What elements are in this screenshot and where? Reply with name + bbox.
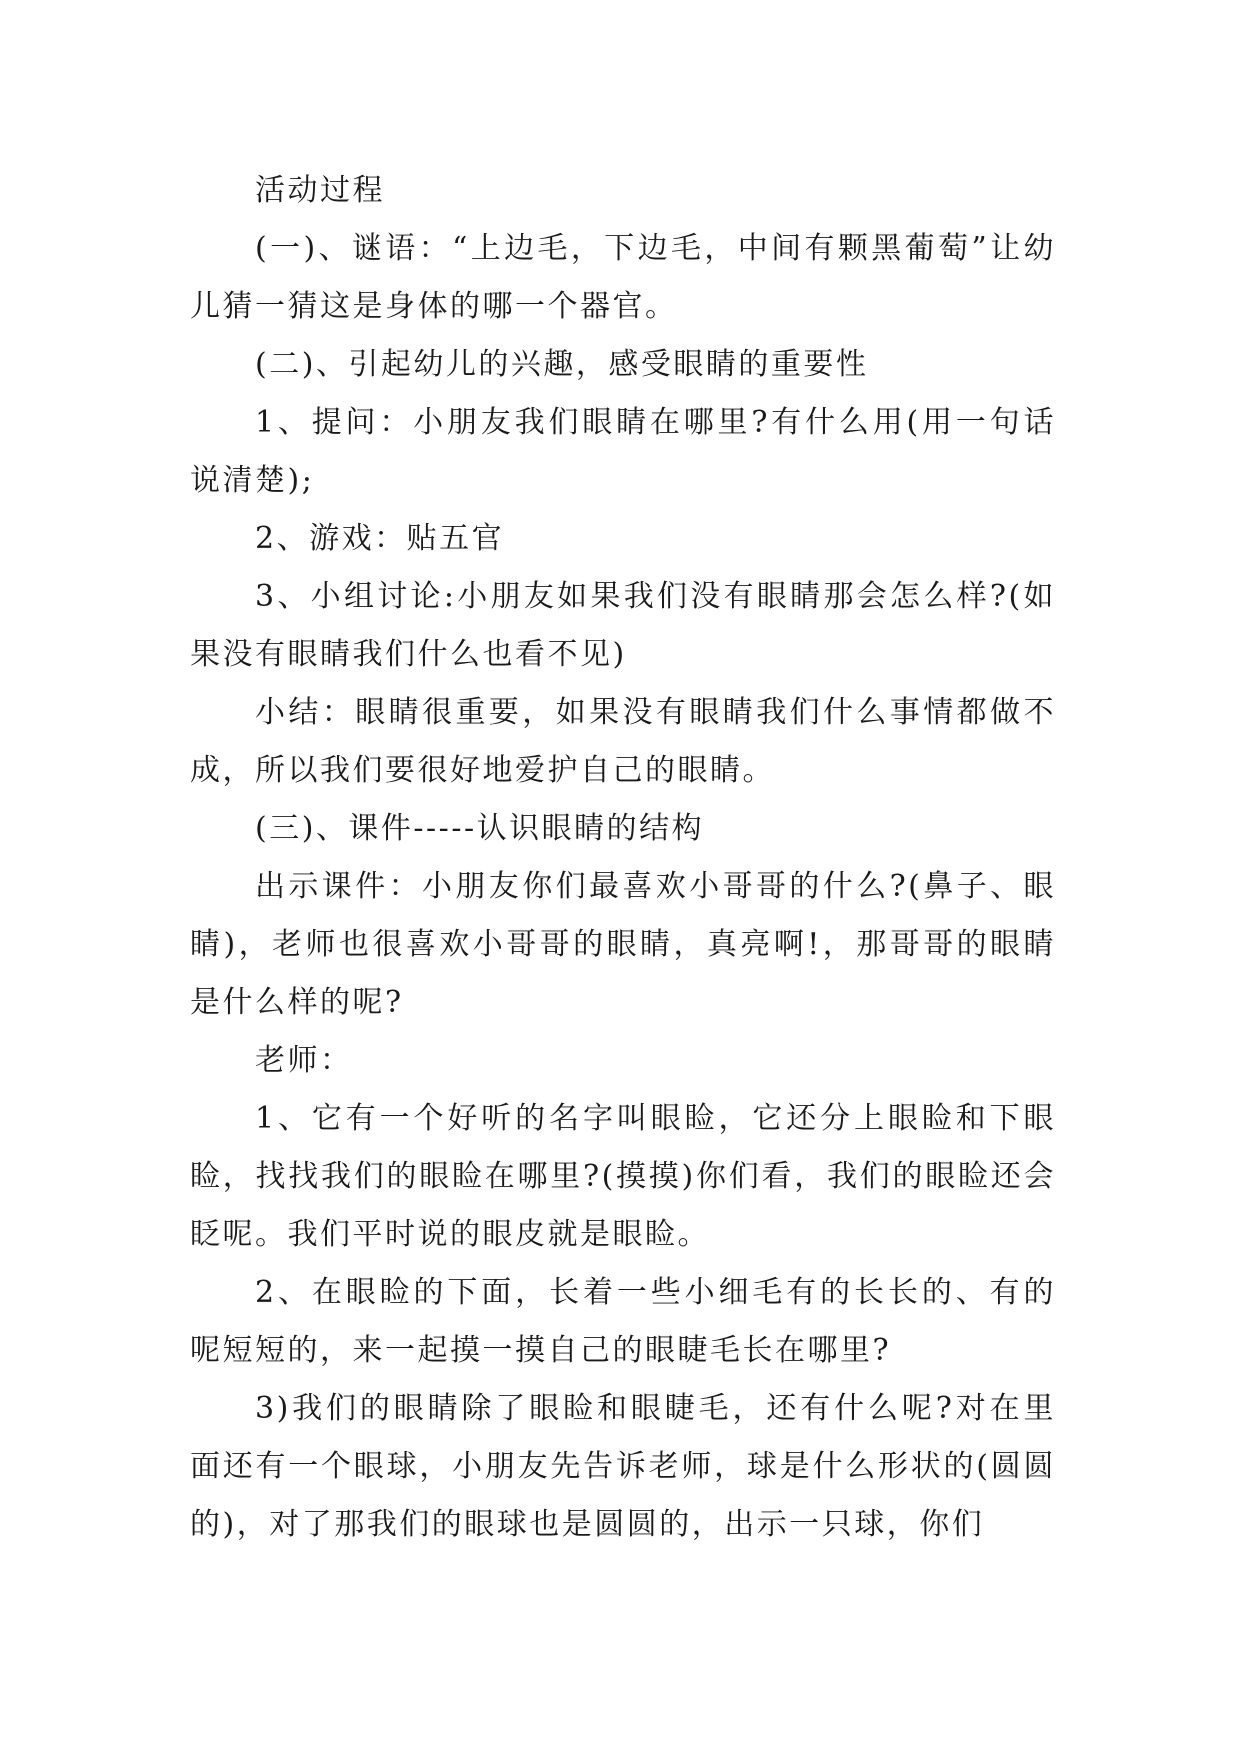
paragraph-eyelid: 1、它有一个好听的名字叫眼睑，它还分上眼睑和下眼睑，找找我们的眼睑在哪里?(摸摸)你们看，我们的眼睑还会眨呢。我们平时说的眼皮就是眼睑。 <box>190 1101 1056 1252</box>
section-heading-courseware: (三)、课件-----认识眼睛的结构 <box>255 811 705 846</box>
section-heading-activity-process: 活动过程 <box>255 173 385 208</box>
section-heading-interest: (二)、引起幼儿的兴趣，感受眼睛的重要性 <box>255 347 869 382</box>
document-body <box>190 162 1056 1554</box>
paragraph-teacher-label: 老师： <box>255 1043 353 1078</box>
paragraph-summary: 小结：眼睛很重要，如果没有眼睛我们什么事情都做不成，所以我们要很好地爱护自己的眼睛。 <box>190 695 1056 788</box>
paragraph-game: 2、游戏：贴五官 <box>255 521 505 556</box>
paragraph-eyelashes: 2、在眼睑的下面，长着一些小细毛有的长长的、有的呢短短的，来一起摸一摸自己的眼睫毛长在哪里? <box>190 1275 1056 1368</box>
paragraph-group-discussion: 3、小组讨论:小朋友如果我们没有眼睛那会怎么样?(如果没有眼睛我们什么也看不见) <box>190 579 1056 672</box>
paragraph-show-courseware: 出示课件：小朋友你们最喜欢小哥哥的什么?(鼻子、眼睛)，老师也很喜欢小哥哥的眼睛，真亮啊!，那哥哥的眼睛是什么样的呢? <box>190 869 1056 1020</box>
paragraph-eyeball: 3)我们的眼睛除了眼睑和眼睫毛，还有什么呢?对在里面还有一个眼球，小朋友先告诉老师，球是什么形状的(圆圆的)，对了那我们的眼球也是圆圆的，出示一只球，你们 <box>190 1391 1056 1542</box>
paragraph-riddle: (一)、谜语：“上边毛，下边毛，中间有颗黑葡萄”让幼儿猜一猜这是身体的哪一个器官。 <box>190 231 1056 324</box>
paragraph-question: 1、提问：小朋友我们眼睛在哪里?有什么用(用一句话说清楚); <box>190 405 1056 498</box>
